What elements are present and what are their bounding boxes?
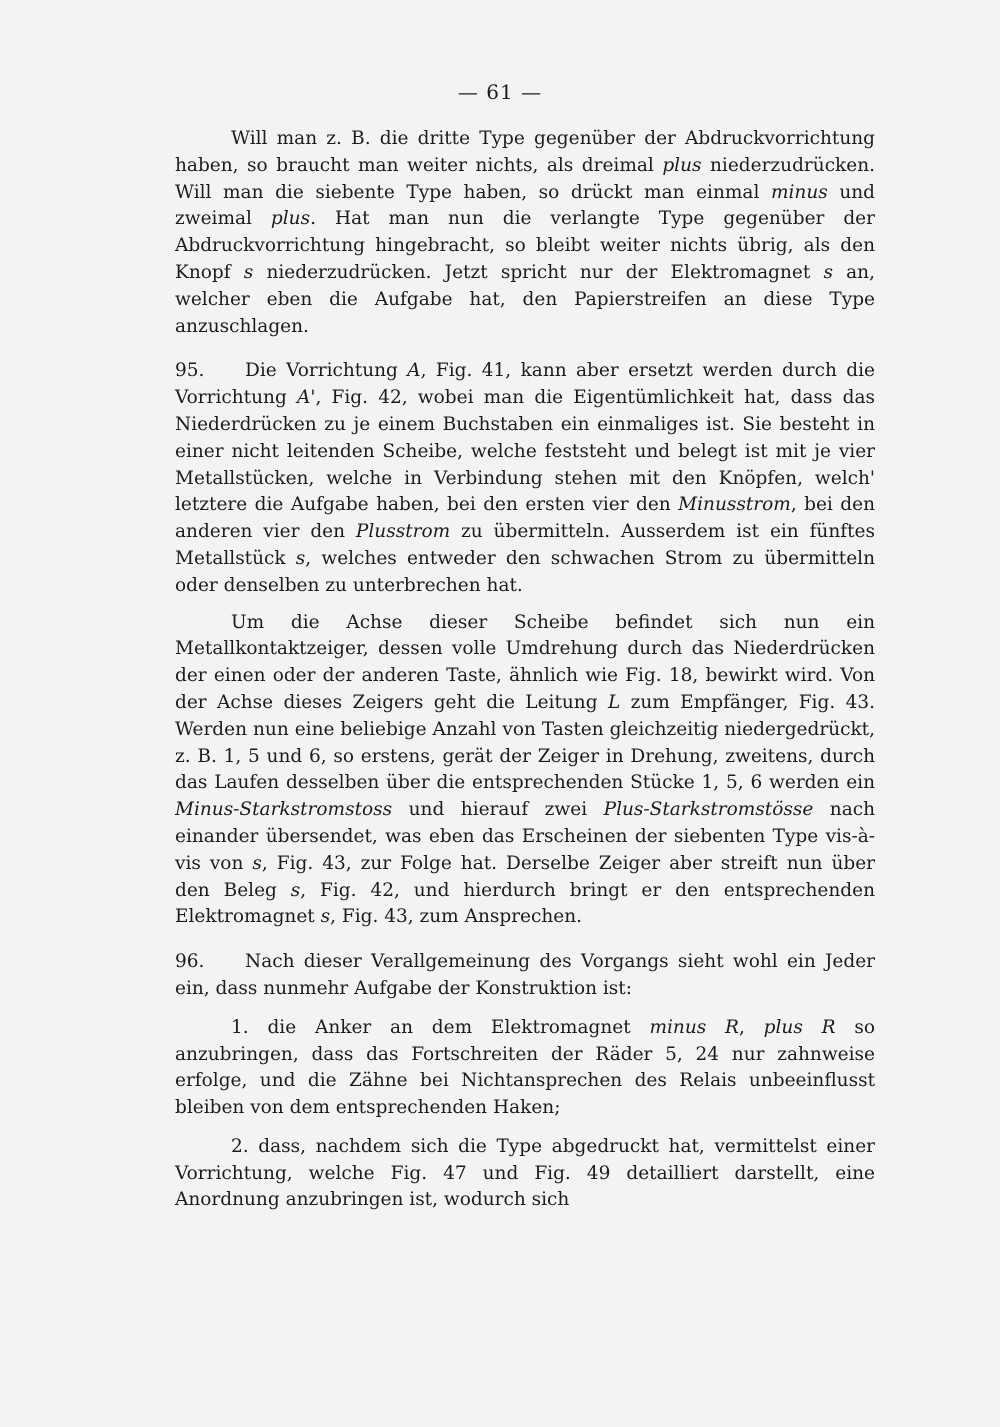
page-number: — 61 — <box>457 80 543 104</box>
list-item: 1. die Anker an dem Elektromagnet minus R, plus R so anzubringen, dass das Fortschreiten der Räder 5, 24 nur zahnweise erfolge, und die Zähne bei Nichtansprechen des Relais unbeeinflusst bleiben von dem entsprechenden Haken; <box>175 1016 876 1119</box>
section-96: 96. Nach dieser Verallgemeinung des Vorgangs sieht wohl ein Jeder ein, dass nunmehr Aufgabe der Konstruktion ist: <box>175 951 875 999</box>
list-item: 2. dass, nachdem sich die Type abgedruckt hat, vermittelst einer Vorrichtung, welche Fig. 47 und Fig. 49 detailliert darstellt, eine Anordnung anzubringen ist, wodurch sich <box>175 1135 875 1211</box>
section-number: 96. <box>175 951 205 973</box>
section-95: 95. Die Vorrichtung A, Fig. 41, kann aber ersetzt werden durch die Vorrichtung A', Fig. 42, wobei man die Eigentümlichkeit hat, dass das Niederdrücken zu je einem Buchstaben ein einmaliges ist. Sie besteht in einer nicht leitenden Scheibe, welche feststeht und belegt ist mit je vier Metallstücken, welche in Verbindung stehen mit den Knöpfen, welch' letztere die Aufgabe haben, bei den ersten vier den Minusstrom, bei den anderen vier den Plusstrom zu übermitteln. Ausserdem ist ein fünftes Metallstück s, welches entweder den schwachen Strom zu übermitteln oder denselben zu unterbrechen hat. <box>175 360 876 596</box>
page-body <box>175 126 875 1214</box>
paragraph: Um die Achse dieser Scheibe befindet sich nun ein Metallkontaktzeiger, dessen volle Umdrehung durch das Niederdrücken der einen oder der anderen Taste, ähnlich wie Fig. 18, bewirkt wird. Von der Achse dieses Zeigers geht die Leitung L zum Empfänger, Fig. 43. Werden nun eine beliebige Anzahl von Tasten gleichzeitig niedergedrückt, z. B. 1, 5 und 6, so erstens, gerät der Zeiger in Drehung, zweitens, durch das Laufen desselben über die entsprechenden Stücke 1, 5, 6 werden ein Minus-Starkstromstoss und hierauf zwei Plus-Starkstromstösse nach einander übersendet, was eben das Erscheinen der siebenten Type vis-à-vis von s, Fig. 43, zur Folge hat. Derselbe Zeiger aber streift nun über den Beleg s, Fig. 42, und hierdurch bringt er den entsprechenden Elektromagnet s, Fig. 43, zum Ansprechen. <box>175 611 876 928</box>
section-number: 95. <box>175 360 205 382</box>
paragraph: Will man z. B. die dritte Type gegenüber der Abdruckvorrichtung haben, so braucht man weiter nichts, als dreimal plus niederzudrücken. Will man die siebente Type haben, so drückt man einmal minus und zweimal plus. Hat man nun die verlangte Type gegenüber der Abdruckvorrichtung hingebracht, so bleibt weiter nichts übrig, als den Knopf s niederzudrücken. Jetzt spricht nur der Elektromagnet s an, welcher eben die Aufgabe hat, den Papierstreifen an diese Type anzuschlagen. <box>175 128 876 337</box>
